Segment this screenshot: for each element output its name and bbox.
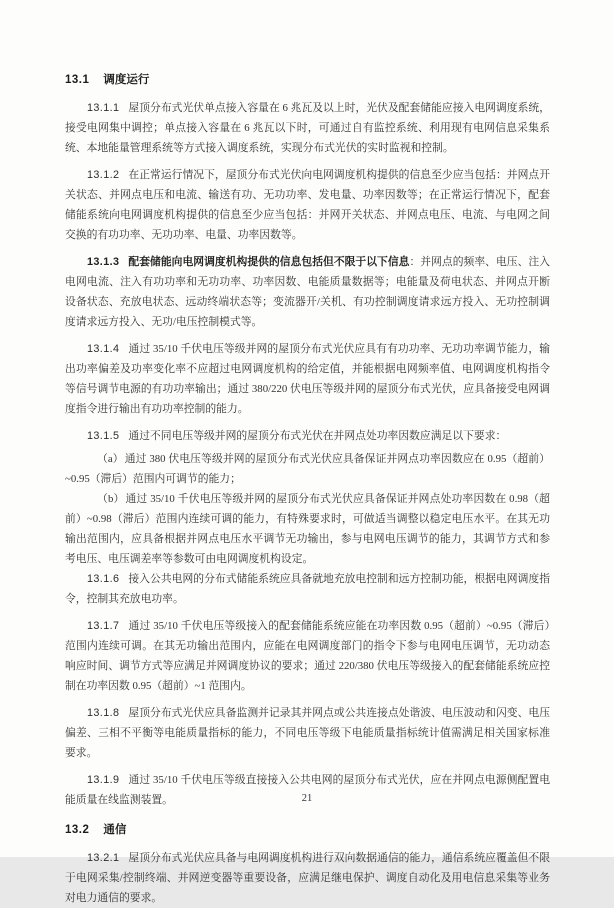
- clause-paragraph: [65, 339, 550, 419]
- clause-paragraph: [65, 165, 550, 245]
- subclause-text: 通过 380 伏电压等级并网的屋顶分布式光伏应具备保证并网点功率因数应在 0.95（超前）~0.95（滞后）范围内可调节的能力；: [65, 453, 550, 485]
- clause-text: 通过 35/10 千伏电压等级并网的屋顶分布式光伏应具有有功功率、无功功率调节能力，输出功率偏差及功率变化率不应超过电网调度机构的给定值，并能根据电网频率值、电网调度机构指令等信号调节电源的有功功率输出；通过 380/220 伏电压等级并网的屋顶分布式光伏，应具备接受电网调度指令进行输出有功功率控制的能力。: [65, 343, 550, 415]
- section-dispatch-operation: [65, 70, 550, 810]
- clause-text: 屋顶分布式光伏应具备监测并记录其并网点或公共连接点处谐波、电压波动和闪变、电压偏差、三相不平衡等电能质量指标的能力，不同电压等级下电能质量指标统计值需满足相关国家标准要求。: [65, 707, 550, 759]
- section-communication: [65, 820, 550, 908]
- clause-number: 13.1.9: [87, 774, 120, 786]
- clause-text: ：并网点的频率、电压、注入电网电流、注入有功功率和无功功率、功率因数、电能质量数据等；电能量及荷电状态、并网点开断设备状态、充放电状态、远动终端状态等；变流器开/关机、有功控制调度请求远方投入、无功控制调度请求远方投入、无功/电压控制模式等。: [65, 256, 550, 328]
- clause-paragraph: [65, 426, 550, 446]
- subclause-text: 通过 35/10 千伏电压等级并网的屋顶分布式光伏应具备保证并网点处功率因数在 0.98（超前）~0.98（滞后）范围内连续可调的能力，有特殊要求时，可做适当调整以稳定电压水平。在其无功输出范围内，应具备根据并网点电压水平调节无功输出，参与电网电压调节的能力，其调节方式和参考电压、电压调差率等参数可由电网调度机构设定。: [65, 493, 550, 565]
- clause-text: 通过不同电压等级并网的屋顶分布式光伏在并网点处功率因数应满足以下要求：: [128, 430, 507, 442]
- clause-text: 通过 35/10 千伏电压等级直接接入公共电网的屋顶分布式光伏，应在并网点电源侧配置电能质量在线监测装置。: [65, 774, 550, 806]
- clause-paragraph: [65, 569, 550, 609]
- section-heading: [65, 70, 550, 90]
- subclause-label: （a）: [97, 453, 124, 465]
- clause-number: 13.1.1: [87, 102, 120, 114]
- clause-text: 屋顶分布式光伏应具备与电网调度机构进行双向数据通信的能力，通信系统应覆盖但不限于电网采集/控制终端、并网逆变器等重要设备，应满足继电保护、调度自动化及用电信息采集等业务对电力通信的要求。: [65, 852, 550, 904]
- section-number: 13.2: [65, 824, 90, 836]
- clause-number: 13.1.2: [87, 169, 120, 181]
- subclause-item: [65, 489, 550, 569]
- section-title: 调度运行: [103, 74, 150, 86]
- subclause-label: （b）: [97, 493, 125, 505]
- page-number: 21: [301, 793, 313, 804]
- clause-number: 13.1.5: [87, 430, 120, 442]
- clause-text: 通过 35/10 千伏电压等级接入的配套储能系统应能在功率因数 0.95（超前）~0.95（滞后）范围内连续可调。在其无功输出范围内，应能在电网调度部门的指令下参与电网电压调节，无功动态响应时间、调节方式等应满足并网调度协议的要求；通过 220/380 伏电压等级接入的配套储能系统应控制在功率因数 0.95（超前）~1 范围内。: [65, 620, 550, 692]
- clause-bold-lead: 配套储能向电网调度机构提供的信息包括但不限于以下信息: [128, 256, 410, 268]
- clause-number: 13.1.4: [87, 343, 120, 355]
- clause-number: 13.1.7: [87, 620, 120, 632]
- clause-text: 屋顶分布式光伏单点接入容量在 6 兆瓦及以上时，光伏及配套储能应接入电网调度系统，接受电网集中调控；单点接入容量在 6 兆瓦以下时，可通过自有监控系统、利用现有电网信息采集系统、本地能量管理系统等方式接入调度系统，实现分布式光伏的实时监视和控制。: [65, 102, 550, 154]
- section-heading: [65, 820, 550, 840]
- section-number: 13.1: [65, 74, 90, 86]
- clause-number: 13.1.3: [87, 256, 120, 268]
- clause-paragraph: [65, 703, 550, 763]
- clause-number: 13.1.8: [87, 707, 120, 719]
- clause-text: 接入公共电网的分布式储能系统应具备就地充放电控制和远方控制功能，根据电网调度指令，控制其充放电功率。: [65, 573, 550, 605]
- clause-paragraph: [65, 98, 550, 158]
- clause-paragraph: [65, 252, 550, 332]
- clause-paragraph: [65, 848, 550, 908]
- clause-number: 13.2.1: [87, 852, 120, 864]
- subclause-item: [65, 449, 550, 489]
- clause-text: 在正常运行情况下，屋顶分布式光伏向电网调度机构提供的信息至少应当包括：并网点开关状态、并网点电压和电流、输送有功、无功功率、发电量、功率因数等；在正常运行情况下，配套储能系统向电网调度机构提供的信息至少应当包括：并网开关状态、并网点电压、电流、与电网之间交换的有功功率、无功功率、电量、功率因数等。: [65, 169, 550, 241]
- section-title: 通信: [103, 824, 127, 836]
- clause-paragraph: [65, 616, 550, 696]
- clause-number: 13.1.6: [87, 573, 120, 585]
